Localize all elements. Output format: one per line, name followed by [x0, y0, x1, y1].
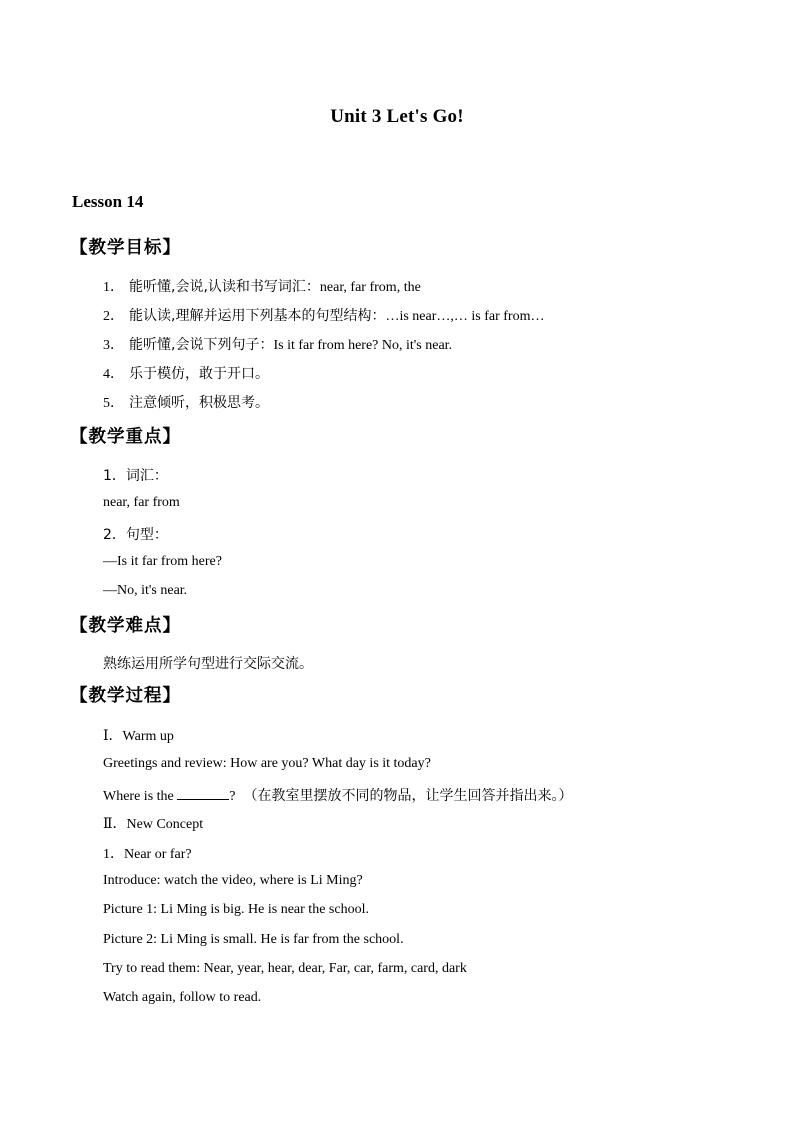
- lesson-label: Lesson 14: [72, 192, 144, 211]
- difficulties-text: [103, 653, 313, 673]
- near-far-line: 1．Near or far?: [103, 847, 192, 862]
- key-points-heading: 【教学重点】: [70, 427, 181, 447]
- page-title: Unit 3 Let's Go!: [330, 106, 464, 127]
- vocab-label-text: 1．词汇：: [103, 468, 168, 484]
- picture2-line: Picture 2: Li Ming is small. He is far from the school.: [103, 932, 404, 947]
- pattern-answer: —No, it's near.: [103, 583, 188, 598]
- objective-cn: 能认读,理解并运用下列基本的句型结构：: [129, 308, 386, 324]
- objective-item: [103, 276, 421, 296]
- objective-num: 2．: [103, 309, 124, 324]
- objective-cn: 能听懂,会说,认读和书写词汇：: [129, 279, 320, 295]
- objective-item: [103, 305, 544, 325]
- objective-en: …is near…,… is far from…: [385, 309, 545, 324]
- objective-en: Is it far from here? No, it's near.: [273, 338, 453, 353]
- objective-item: [103, 334, 452, 354]
- objective-cn: 乐于模仿，敢于开口。: [129, 366, 269, 382]
- pattern-question: —Is it far from here?: [103, 554, 222, 569]
- greetings-line: Greetings and review: How are you? What day is it today?: [103, 756, 431, 771]
- introduce-line: Introduce: watch the video, where is Li Ming?: [103, 873, 363, 888]
- difficulties-text-cn: 熟练运用所学句型进行交际交流。: [103, 656, 313, 672]
- warmup-num: Ⅰ．: [103, 729, 123, 744]
- process-heading: 【教学过程】: [70, 686, 181, 706]
- pattern-label-text: 2．句型：: [103, 527, 168, 543]
- picture1-line: Picture 1: Li Ming is big. He is near the school.: [103, 902, 369, 917]
- try-read-line: Try to read them: Near, year, hear, dear, Far, car, farm, card, dark: [103, 961, 467, 976]
- answer-blank: [177, 787, 229, 800]
- watch-again-line: Watch again, follow to read.: [103, 990, 262, 1005]
- concept-num: Ⅱ．: [103, 817, 127, 832]
- objective-num: 1．: [103, 280, 124, 295]
- where-prefix: Where is the: [103, 789, 178, 804]
- pattern-label: [103, 524, 168, 544]
- objective-item: [103, 392, 269, 412]
- difficulties-heading: 【教学难点】: [70, 616, 181, 636]
- objective-num: 3．: [103, 338, 124, 353]
- objective-cn: 能听懂,会说下列句子：: [129, 337, 274, 353]
- concept-text: New Concept: [126, 817, 204, 832]
- objective-item: [103, 363, 269, 383]
- where-note: （在教室里摆放不同的物品，让学生回答并指出来。）: [243, 788, 573, 804]
- vocab-words: near, far from: [103, 495, 180, 510]
- objective-num: 4．: [103, 367, 124, 382]
- objective-num: 5．: [103, 396, 124, 411]
- warmup-text: Warm up: [122, 729, 174, 744]
- objective-cn: 注意倾听，积极思考。: [129, 395, 269, 411]
- warmup-line: [103, 725, 174, 745]
- where-line: [103, 785, 572, 805]
- objective-en: near, far from, the: [319, 280, 421, 295]
- vocab-label: [103, 465, 168, 485]
- concept-line: [103, 813, 203, 833]
- objectives-heading: 【教学目标】: [70, 238, 181, 258]
- where-suffix: ?: [229, 789, 236, 804]
